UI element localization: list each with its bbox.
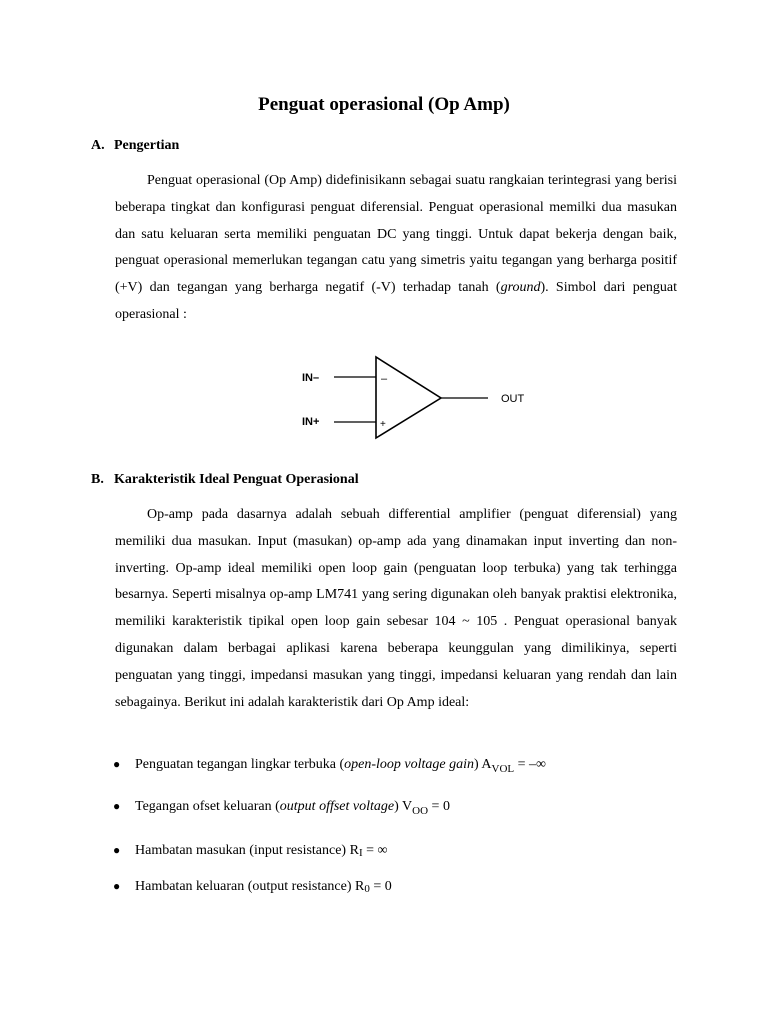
section-b-heading (91, 472, 359, 488)
bullet-italic: output offset voltage (279, 799, 395, 814)
list-item (113, 757, 546, 773)
bullet-subscript: 0 (364, 883, 370, 895)
bullet-subscript: VOL (491, 763, 515, 775)
bullet-value: = ∞ (362, 843, 388, 858)
bullet-subscript: OO (412, 805, 429, 817)
bullet-dot: ● (113, 843, 121, 857)
section-a-number: A. (91, 138, 105, 153)
bullet-value: = 0 (369, 879, 392, 894)
bullet-text: Hambatan masukan (input resistance) R (135, 843, 359, 858)
section-a-text-1: Penguat operasional (Op Amp) didefinisikann sebagai suatu rangkaian terintegrasi yang berisi beberapa tingkat dan konfigurasi penguat diferensial. Penguat operasional memilki dua masukan dan satu keluaran serta memiliki penguatan DC yang tinggi. Untuk dapat bekerja dengan baik, penguat operasional memerlukan tegangan catu yang simetris yaitu tegangan yang berharga positif (+V) dan tegangan yang berharga negatif (-V) terhadap tanah ( (115, 173, 677, 296)
bullet-subscript: I (358, 847, 363, 859)
section-a-paragraph (115, 168, 677, 329)
minus-sign: – (381, 373, 388, 385)
in-plus-label: IN+ (302, 416, 320, 428)
bullet-dot: ● (113, 799, 121, 813)
bullet-text: Tegangan ofset keluaran ( (135, 799, 280, 814)
list-item (113, 843, 388, 859)
bullet-dot: ● (113, 879, 121, 893)
section-b-title: Karakteristik Ideal Penguat Operasional (114, 472, 359, 487)
in-minus-label: IN– (302, 372, 320, 384)
section-a-title: Pengertian (114, 138, 180, 153)
bullet-text: Penguatan tegangan lingkar terbuka ( (135, 757, 345, 772)
list-item (113, 879, 392, 895)
section-b-number: B. (91, 472, 104, 487)
bullet-value: = –∞ (514, 757, 547, 772)
bullet-italic: open-loop voltage gain (344, 757, 475, 772)
bullet-dot: ● (113, 757, 121, 771)
op-amp-symbol-diagram (290, 352, 540, 442)
bullet-text: Hambatan keluaran (output resistance) R (135, 879, 365, 894)
page-title: Penguat operasional (Op Amp) (258, 94, 510, 115)
bullet-text: ) A (474, 757, 492, 772)
list-item (113, 799, 450, 815)
section-b-paragraph (115, 502, 677, 716)
bullet-value: = 0 (428, 799, 450, 814)
section-a-text-2: ). Simbol dari penguat operasional : (115, 280, 678, 322)
section-a-text-italic: ground (500, 280, 541, 296)
out-label: OUT (501, 393, 525, 405)
plus-sign: + (380, 419, 386, 430)
section-b-text: Op-amp pada dasarnya adalah sebuah differential amplifier (penguat diferensial) yang memiliki dua masukan. Input (masukan) op-amp ada yang dinamakan input inverting dan non-inverting. Op-amp ideal memiliki open loop gain (penguatan loop terbuka) yang tak terhingga besarnya. Seperti misalnya op-amp LM741 yang sering digunakan oleh banyak praktisi elektronika, memiliki karakteristik tipikal open loop gain sebesar 104 ~ 105 . Penguat operasional banyak digunakan dalam berbagai aplikasi karena beberapa keunggulan yang dimilikinya, seperti penguatan yang tinggi, impedansi masukan yang tinggi, impedansi keluaran yang rendah dan lain sebagainya. Berikut ini adalah karakteristik dari Op Amp ideal: (115, 507, 677, 710)
bullet-text: ) V (394, 799, 413, 814)
section-a-heading (91, 138, 179, 154)
